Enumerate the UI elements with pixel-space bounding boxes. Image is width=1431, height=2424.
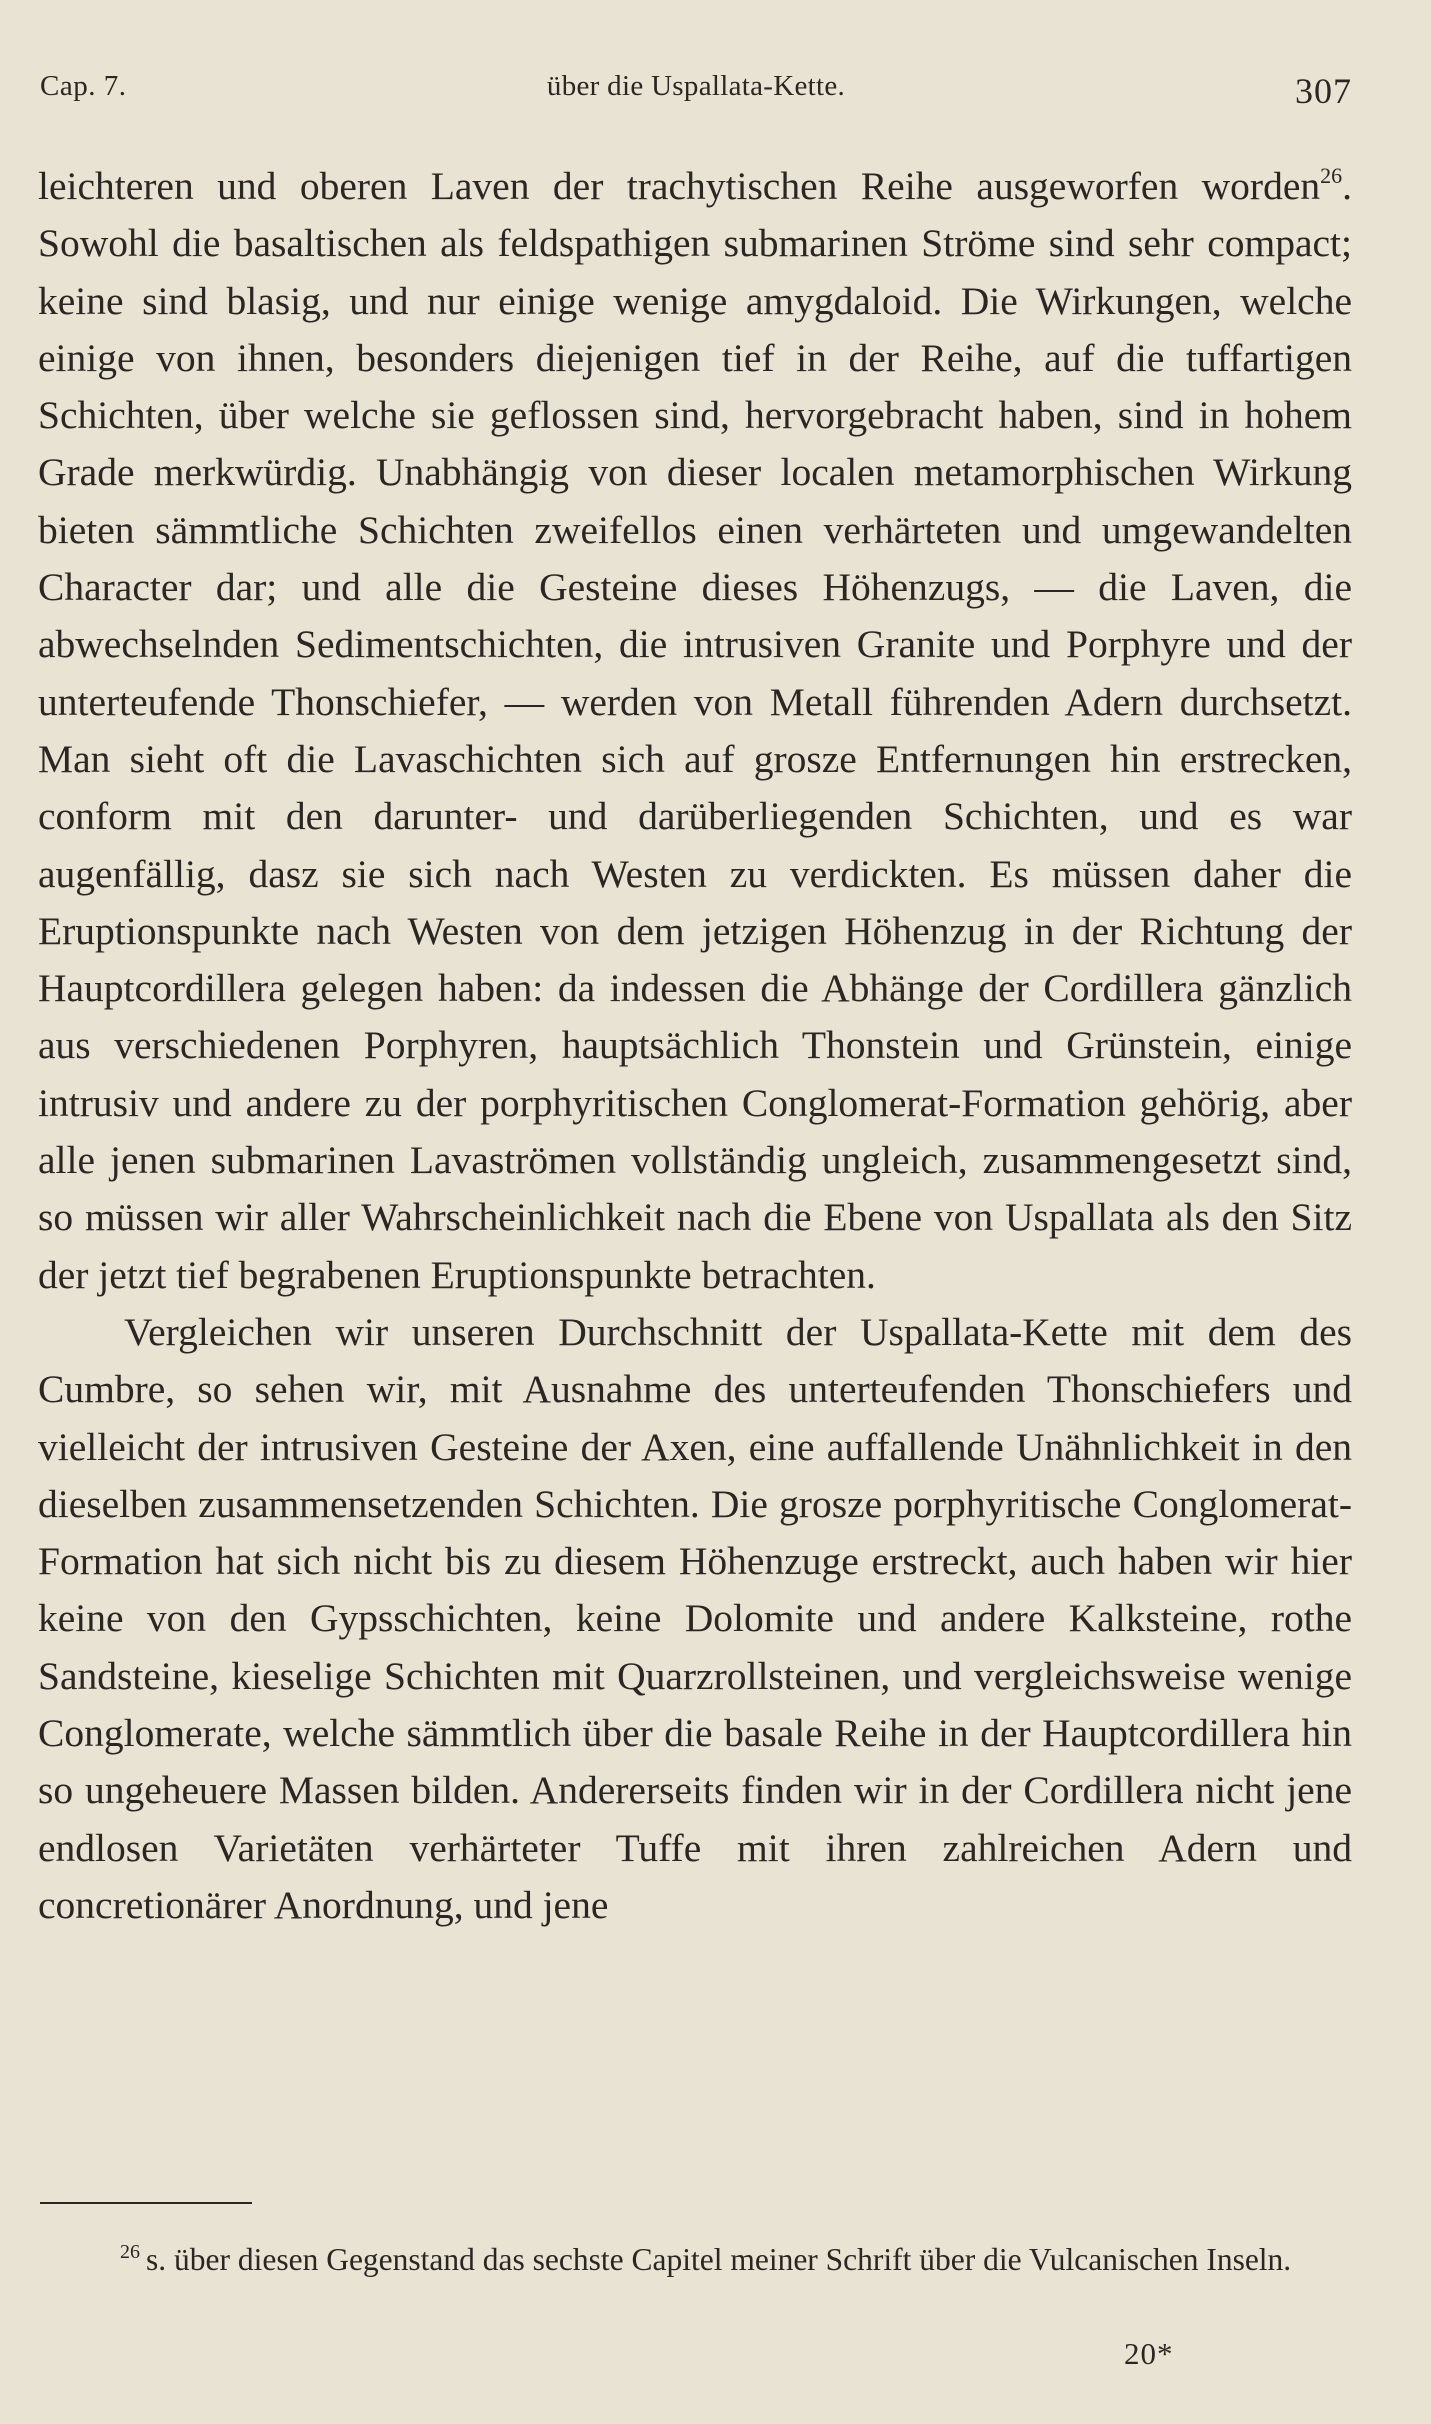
footnote-reference: 26 [1320, 163, 1343, 188]
footnote-text: s. über diesen Gegenstand das sechste Capitel meiner Schrift über die Vulcanischen Inseln. [146, 2242, 1292, 2277]
footnote-number: 26 [120, 2241, 140, 2263]
paragraph-2: Vergleichen wir unseren Durchschnitt der Uspallata-Kette mit dem des Cumbre, so sehen wir, mit Ausnahme des unterteufenden Thonschiefers und vielleicht der intrusiven Gesteine der Axen, eine auffallende Unähnlichkeit in den dieselben zusammensetzenden Schichten. Die grosze porphyritische Conglomerat-Formation hat sich nicht bis zu diesem Höhenzuge erstreckt, auch haben wir hier keine von den Gypsschichten, keine Dolomite und andere Kalksteine, rothe Sandsteine, kieselige Schichten mit Quarzrollsteinen, und vergleichsweise wenige Conglomerate, welche sämmtlich über die basale Reihe in der Hauptcordillera hin so ungeheuere Massen bilden. Andererseits finden wir in der Cordillera nicht jene endlosen Varietäten verhärteter Tuffe mit ihren zahlreichen Adern und concretionärer Anordnung, und jene [38, 1309, 1352, 1927]
signature-mark: 20* [1124, 2336, 1174, 2371]
body-text [38, 158, 1352, 1934]
footnote-divider [40, 2202, 252, 2204]
page-number: 307 [1295, 71, 1352, 111]
paragraph-1-text-before-ref: leichteren und oberen Laven der trachytischen Reihe ausgeworfen worden [38, 164, 1321, 208]
footnote [38, 2236, 1352, 2284]
chapter-label: Cap. 7. [40, 70, 127, 102]
paragraph-1 [38, 158, 1352, 1304]
running-title: über die Uspallata-Kette. [546, 70, 846, 102]
running-header [40, 70, 1352, 130]
paragraph-1-text-after-ref: . Sowohl die basaltischen als feldspathigen submarinen Ströme sind sehr compact; keine sind blasig, und nur einige wenige amygdaloid. Die Wirkungen, welche einige von ihnen, besonders diejenigen tief in der Reihe, auf die tuffartigen Schichten, über welche sie geflossen sind, hervorgebracht haben, sind in hohem Grade merkwürdig. Unabhängig von dieser localen metamorphischen Wirkung bieten sämmtliche Schichten zweifellos einen verhärteten und umgewandelten Character dar; und alle die Gesteine dieses Höhenzugs, — die Laven, die abwechselnden Sedimentschichten, die intrusiven Granite und Porphyre und der unterteufende Thonschiefer, — werden von Metall führenden Adern durchsetzt. Man sieht oft die Lavaschichten sich auf grosze Entfernungen hin erstrecken, conform mit den darunter- und darüberliegenden Schichten, und es war augenfällig, dasz sie sich nach Westen zu verdickten. Es müssen daher die Eruptionspunkte nach Westen von dem jetzigen Höhenzug in der Richtung der Hauptcordillera gelegen haben: da indessen die Abhänge der Cordillera gänzlich aus verschiedenen Porphyren, hauptsächlich Thonstein und Grünstein, einige intrusiv und andere zu der porphyritischen Conglomerat-Formation gehörig, aber alle jenen submarinen Lavaströmen vollständig ungleich, zusammengesetzt sind, so müssen wir aller Wahrscheinlichkeit nach die Ebene von Uspallata als den Sitz der jetzt tief begrabenen Eruptionspunkte betrachten. [38, 164, 1352, 1297]
